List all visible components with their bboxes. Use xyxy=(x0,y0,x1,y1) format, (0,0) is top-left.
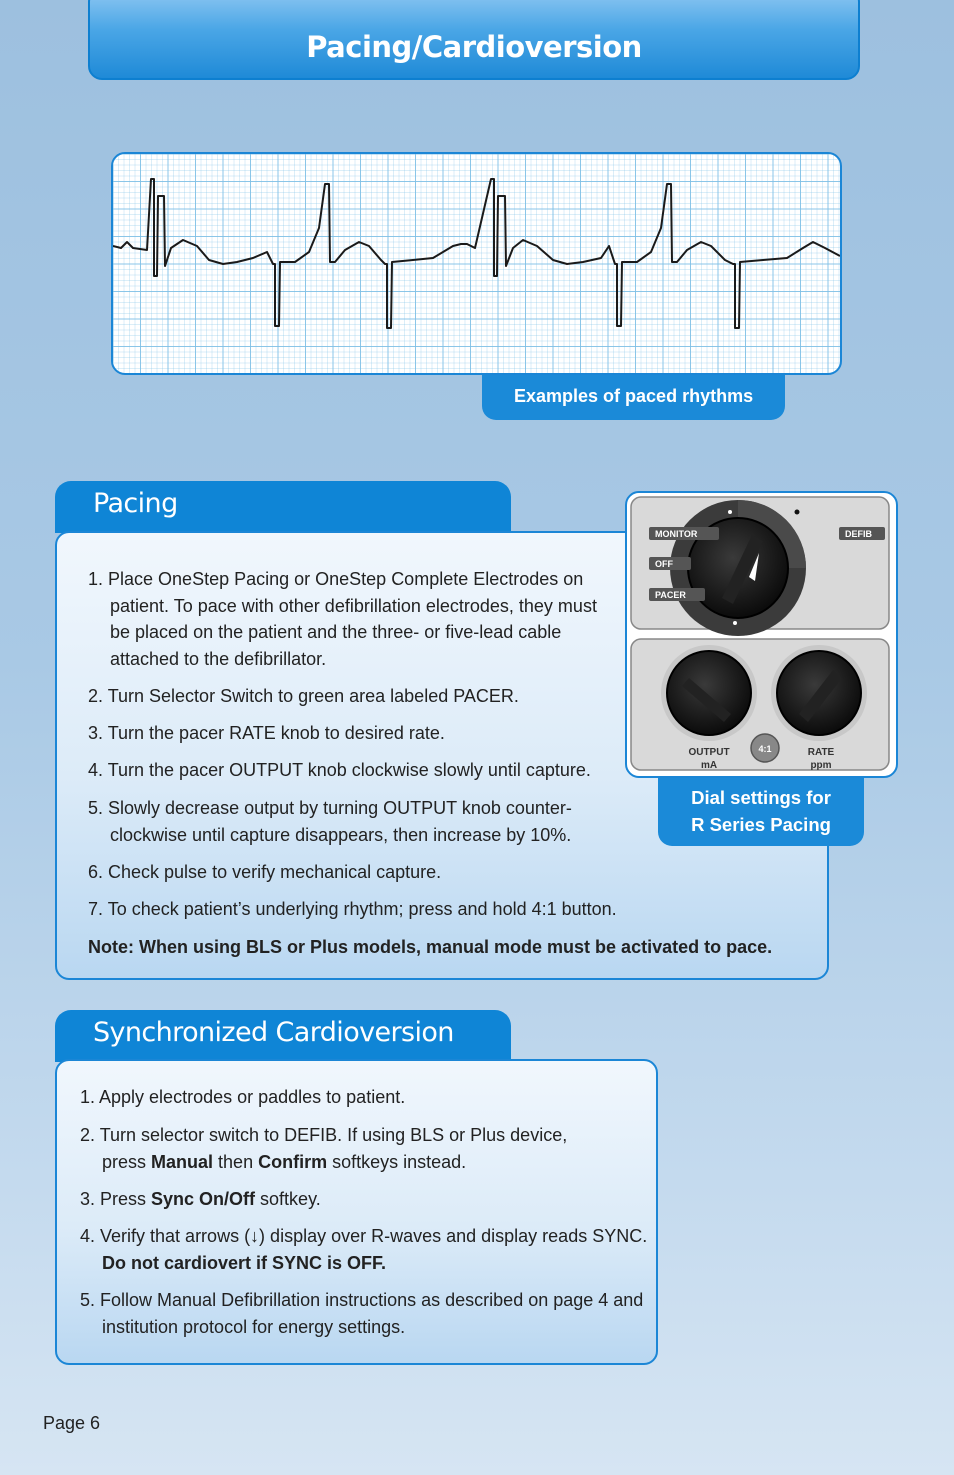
dial-label-rate-unit: ppm xyxy=(810,760,832,771)
pacing-heading: Pacing xyxy=(55,481,511,533)
page-number: Page 6 xyxy=(43,1413,101,1433)
device-panel-image xyxy=(627,493,896,776)
dial-label-off: OFF xyxy=(655,559,673,569)
page-title: Pacing/Cardioversion xyxy=(306,30,642,64)
cardioversion-step-1: 1. Apply electrodes or paddles to patient. xyxy=(80,1087,406,1107)
pacing-step-1: 1. Place OneStep Pacing or OneStep Complete Electrodes on patient. To pace with other defibrillation electrodes, they must be placed on the patient and the three- or five-lead cable attached to the defibrillator. xyxy=(88,569,597,669)
pacing-step-5: 5. Slowly decrease output by turning OUTPUT knob counter- clockwise until capture disappears, then increase by 10%. xyxy=(88,798,572,845)
dial-label-output: OUTPUT xyxy=(688,747,730,758)
ecg-caption: Examples of paced rhythms xyxy=(482,375,785,420)
dial-illustration xyxy=(625,491,898,778)
pacing-note: Note: When using BLS or Plus models, manual mode must be activated to pace. xyxy=(88,937,773,957)
dial-label-rate: RATE xyxy=(807,747,835,758)
pacing-step-2: 2. Turn Selector Switch to green area labeled PACER. xyxy=(88,686,519,706)
cardioversion-step-5: 5. Follow Manual Defibrillation instructions as described on page 4 and institution protocol for energy settings. xyxy=(80,1290,644,1337)
dial-label-pacer: PACER xyxy=(655,590,686,600)
dial-caption: Dial settings for R Series Pacing xyxy=(658,778,864,846)
cardioversion-heading: Synchronized Cardioversion xyxy=(55,1010,511,1062)
cardioversion-step-4: 4. Verify that arrows (↓) display over R-waves and display reads SYNC. Do not cardiovert if SYNC is OFF. xyxy=(80,1226,648,1273)
ratio-button-label: 4:1 xyxy=(758,744,772,754)
ecg-trace-image xyxy=(113,154,840,373)
cardioversion-step-3: 3. Press Sync On/Off softkey. xyxy=(80,1189,321,1209)
ecg-strip xyxy=(111,152,842,375)
pacing-step-3: 3. Turn the pacer RATE knob to desired rate. xyxy=(88,723,445,743)
dial-label-defib: DEFIB xyxy=(845,529,872,539)
dial-label-monitor: MONITOR xyxy=(655,529,698,539)
dial-label-output-unit: mA xyxy=(700,760,718,771)
pacing-step-6: 6. Check pulse to verify mechanical capture. xyxy=(88,862,442,882)
pacing-step-7: 7. To check patient’s underlying rhythm; press and hold 4:1 button. xyxy=(88,899,617,919)
cardioversion-step-2: 2. Turn selector switch to DEFIB. If using BLS or Plus device, press Manual then Confirm softkeys instead. xyxy=(80,1125,568,1172)
title-bar xyxy=(88,0,860,80)
pacing-step-4: 4. Turn the pacer OUTPUT knob clockwise slowly until capture. xyxy=(88,760,591,780)
